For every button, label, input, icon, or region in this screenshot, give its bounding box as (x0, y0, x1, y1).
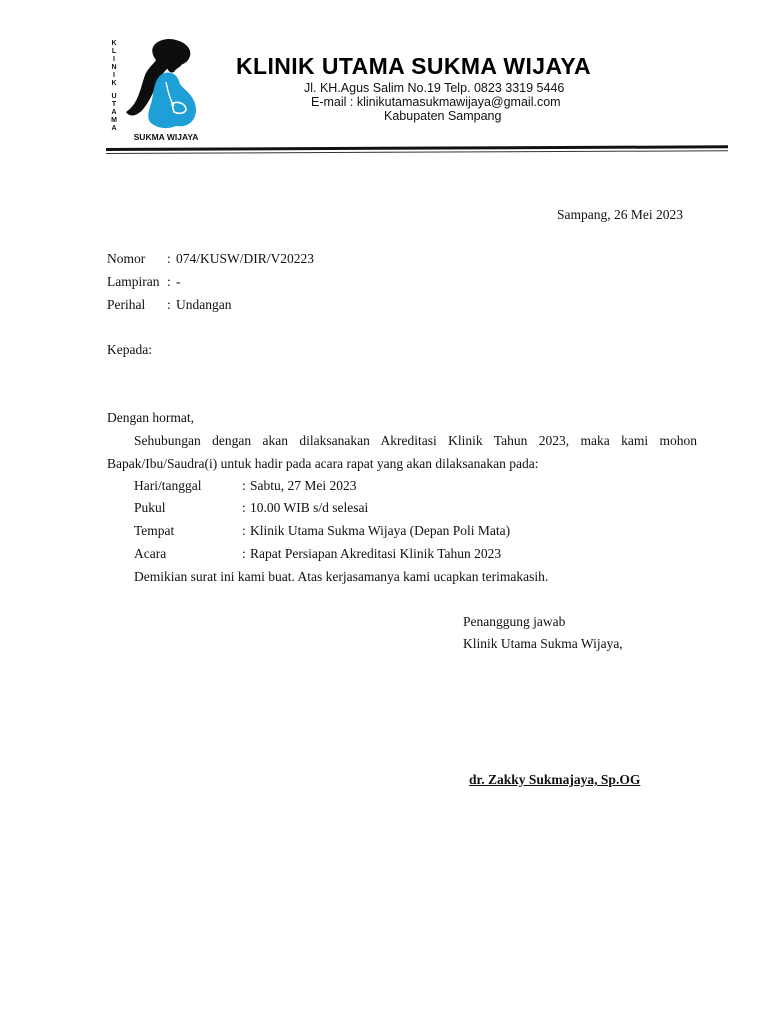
detail-colon: : (242, 478, 246, 493)
logo-vertical-letter: M (111, 117, 117, 124)
logo-vertical-letter: U (111, 93, 117, 100)
logo-vertical-letter: I (113, 56, 115, 63)
logo-vertical-letter: A (111, 125, 117, 132)
logo-vertical-letter: N (111, 64, 117, 71)
clinic-email: E-mail : klinikutamasukmawijaya@gmail.com (311, 95, 561, 109)
clinic-name: KLINIK UTAMA SUKMA WIJAYA (236, 53, 592, 79)
meta-label-perihal: Perihal (107, 297, 146, 312)
responsible-title: Penanggung jawab (463, 614, 566, 629)
signer-name: dr. Zakky Sukmajaya, Sp.OG (469, 772, 641, 787)
detail-value-time: 10.00 WIB s/d selesai (250, 500, 369, 515)
salutation: Dengan hormat, (107, 410, 194, 425)
detail-value-place: Klinik Utama Sukma Wijaya (Depan Poli Mata) (250, 523, 511, 538)
body-paragraph-line2: Bapak/Ibu/Saudra(i) untuk hadir pada acara rapat yang akan dilaksanakan pada: (107, 456, 539, 471)
header-divider-thin (106, 150, 728, 154)
logo-vertical-letter: I (113, 72, 115, 79)
logo-vertical-letter: K (111, 80, 117, 87)
meta-label-nomor: Nomor (107, 251, 146, 266)
detail-label-date: Hari/tanggal (134, 478, 202, 493)
meta-value-nomor: 074/KUSW/DIR/V20223 (176, 251, 314, 266)
detail-label-time: Pukul (134, 500, 166, 515)
detail-label-event: Acara (134, 546, 167, 561)
logo-vertical-letter: A (111, 109, 117, 116)
body-paragraph-line1: Sehubungan dengan akan dilaksanakan Akreditasi Klinik Tahun 2023, maka kami mohon (134, 433, 697, 448)
meta-label-lampiran: Lampiran (107, 274, 160, 289)
detail-colon: : (242, 546, 246, 561)
letter-date: Sampang, 26 Mei 2023 (557, 207, 683, 222)
detail-label-place: Tempat (134, 523, 175, 538)
detail-colon: : (242, 500, 246, 515)
detail-value-event: Rapat Persiapan Akreditasi Klinik Tahun 2023 (250, 546, 502, 561)
logo-vertical-letter: L (111, 48, 117, 55)
meta-value-perihal: Undangan (176, 297, 232, 312)
closing-sentence: Demikian surat ini kami buat. Atas kerjasamanya kami ucapkan terimakasih. (134, 569, 549, 584)
logo-caption: SUKMA WIJAYA (133, 132, 199, 142)
detail-colon: : (242, 523, 246, 538)
meta-colon: : (167, 251, 171, 266)
meta-colon: : (167, 274, 171, 289)
logo-vertical-letter: K (111, 40, 117, 47)
recipient-label: Kepada: (107, 342, 152, 357)
clinic-region: Kabupaten Sampang (384, 109, 502, 123)
meta-colon: : (167, 297, 171, 312)
clinic-address: Jl. KH.Agus Salim No.19 Telp. 0823 3319 5446 (304, 81, 565, 95)
meta-value-lampiran: - (176, 274, 181, 289)
responsible-organization: Klinik Utama Sukma Wijaya, (463, 636, 623, 651)
logo-vertical-letter: T (111, 101, 117, 108)
clinic-logo (104, 34, 216, 146)
detail-value-date: Sabtu, 27 Mei 2023 (250, 478, 357, 493)
